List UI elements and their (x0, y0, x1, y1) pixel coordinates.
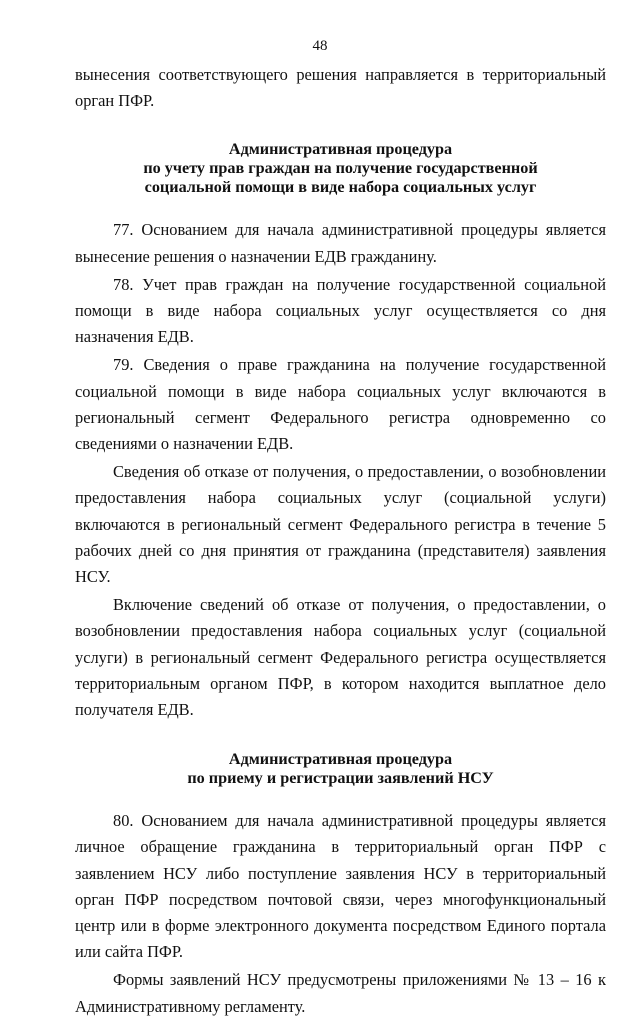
section-2-heading-line-2: по приему и регистрации заявлений НСУ (187, 769, 494, 788)
page-content (75, 62, 606, 1020)
intro-paragraph: вынесения соответствующего решения направляется в территориальный орган ПФР. (75, 65, 606, 111)
paragraph-forms: Формы заявлений НСУ предусмотрены приложениями № 13 – 16 к Административному регламенту. (75, 970, 606, 1016)
paragraph-78: 78. Учет прав граждан на получение государственной социальной помощи в виде набора социальных услуг осуществляется со дня назначения ЕДВ. (75, 274, 606, 347)
section-1-heading (75, 140, 606, 197)
section-2-heading (75, 750, 606, 788)
paragraph-80: 80. Основанием для начала административной процедуры является личное обращение гражданина в территориальный орган ПФР с заявлением НСУ либо поступление заявления НСУ в территориальный орган ПФР посредством почтовой связи, через многофункциональный центр или в форме электронного документа посредством Единого портала или сайта ПФР. (75, 811, 606, 962)
section-1-heading-line-1: Административная процедура (228, 140, 453, 159)
section-2-heading-line-1: Административная процедура (228, 750, 453, 769)
paragraph-inclusion-info: Включение сведений об отказе от получения, о предоставлении, о возобновлении предоставления набора социальных услуг (социальной услуги) в региональный сегмент Федерального регистра осуществляется территориальным органом ПФР, в котором находится выплатное дело получателя ЕДВ. (75, 595, 606, 720)
section-1-heading-line-3: социальной помощи в виде набора социальных услуг (144, 178, 537, 197)
paragraph-77: 77. Основанием для начала административной процедуры является вынесение решения о назначении ЕДВ гражданину. (75, 220, 606, 266)
paragraph-refusal-info: Сведения об отказе от получения, о предоставлении, о возобновлении предоставления набора социальных услуг (социальной услуги) включаются в региональный сегмент Федерального регистра в течение 5 рабочих дней со дня принятия от гражданина (представителя) заявления НСУ. (75, 462, 606, 587)
page-number: 48 (312, 38, 328, 54)
section-1-heading-line-2: по учету прав граждан на получение государственной (143, 159, 538, 178)
paragraph-79: 79. Сведения о праве гражданина на получение государственной социальной помощи в виде набора социальных услуг включаются в региональный сегмент Федерального регистра одновременно со сведениями о назначении ЕДВ. (75, 355, 606, 454)
